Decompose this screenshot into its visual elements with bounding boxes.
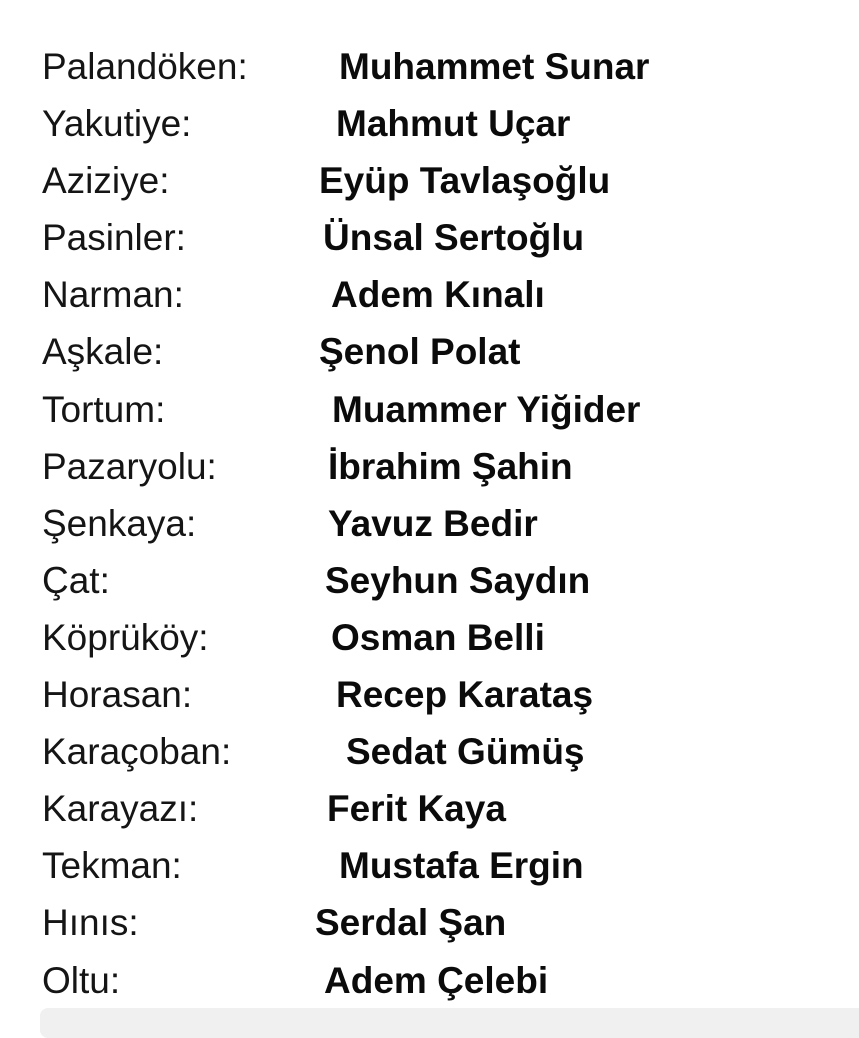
mayor-name: Serdal Şan (315, 902, 507, 944)
list-item (0, 266, 859, 323)
mayor-name: Recep Karataş (336, 674, 594, 716)
mayor-name: Ferit Kaya (327, 788, 506, 830)
district-label: Aşkale: (42, 331, 164, 373)
mayor-name: Eyüp Tavlaşoğlu (319, 160, 611, 202)
mayor-name: Osman Belli (331, 616, 545, 658)
mayor-name: Ünsal Sertoğlu (323, 217, 585, 259)
district-label: Köprüköy: (42, 616, 209, 658)
district-label: Şenkaya: (42, 502, 197, 544)
district-label: Pazaryolu: (42, 445, 217, 487)
list-item (0, 780, 859, 837)
district-label: Yakutiye: (42, 103, 192, 145)
list-item (0, 552, 859, 609)
list-item (0, 837, 859, 894)
district-label: Tekman: (42, 845, 182, 887)
list-item (0, 438, 859, 495)
mayor-name: Yavuz Bedir (328, 502, 538, 544)
list-item (0, 666, 859, 723)
mayor-name: Mahmut Uçar (336, 103, 571, 145)
district-mayor-list (0, 38, 859, 1009)
mayor-name: Mustafa Ergin (339, 845, 584, 887)
district-label: Karaçoban: (42, 731, 232, 773)
district-label: Tortum: (42, 388, 166, 430)
district-label: Horasan: (42, 674, 193, 716)
district-label: Narman: (42, 274, 184, 316)
district-label: Palandöken: (42, 46, 248, 87)
list-item (0, 38, 859, 95)
mayor-name: İbrahim Şahin (328, 445, 573, 487)
mayor-name: Sedat Gümüş (346, 731, 585, 773)
district-label: Aziziye: (42, 160, 170, 202)
mayor-name: Seyhun Saydın (325, 559, 591, 601)
mayor-name: Şenol Polat (319, 331, 521, 373)
list-item (0, 323, 859, 380)
district-label: Çat: (42, 559, 110, 601)
list-item (0, 723, 859, 780)
district-label: Karayazı: (42, 788, 199, 830)
list-item (0, 152, 859, 209)
mayor-name: Muammer Yiğider (332, 388, 641, 430)
district-label: Pasinler: (42, 217, 186, 259)
mayor-name: Muhammet Sunar (339, 46, 650, 87)
list-item (0, 209, 859, 266)
list-item (0, 95, 859, 152)
district-label: Hınıs: (42, 902, 139, 944)
list-item (0, 495, 859, 552)
list-item (0, 609, 859, 666)
district-label: Oltu: (42, 959, 121, 1001)
mayor-name: Adem Kınalı (331, 274, 545, 316)
list-item (0, 381, 859, 438)
mayor-name: Adem Çelebi (324, 959, 549, 1001)
list-item (0, 952, 859, 1009)
list-item (0, 894, 859, 951)
